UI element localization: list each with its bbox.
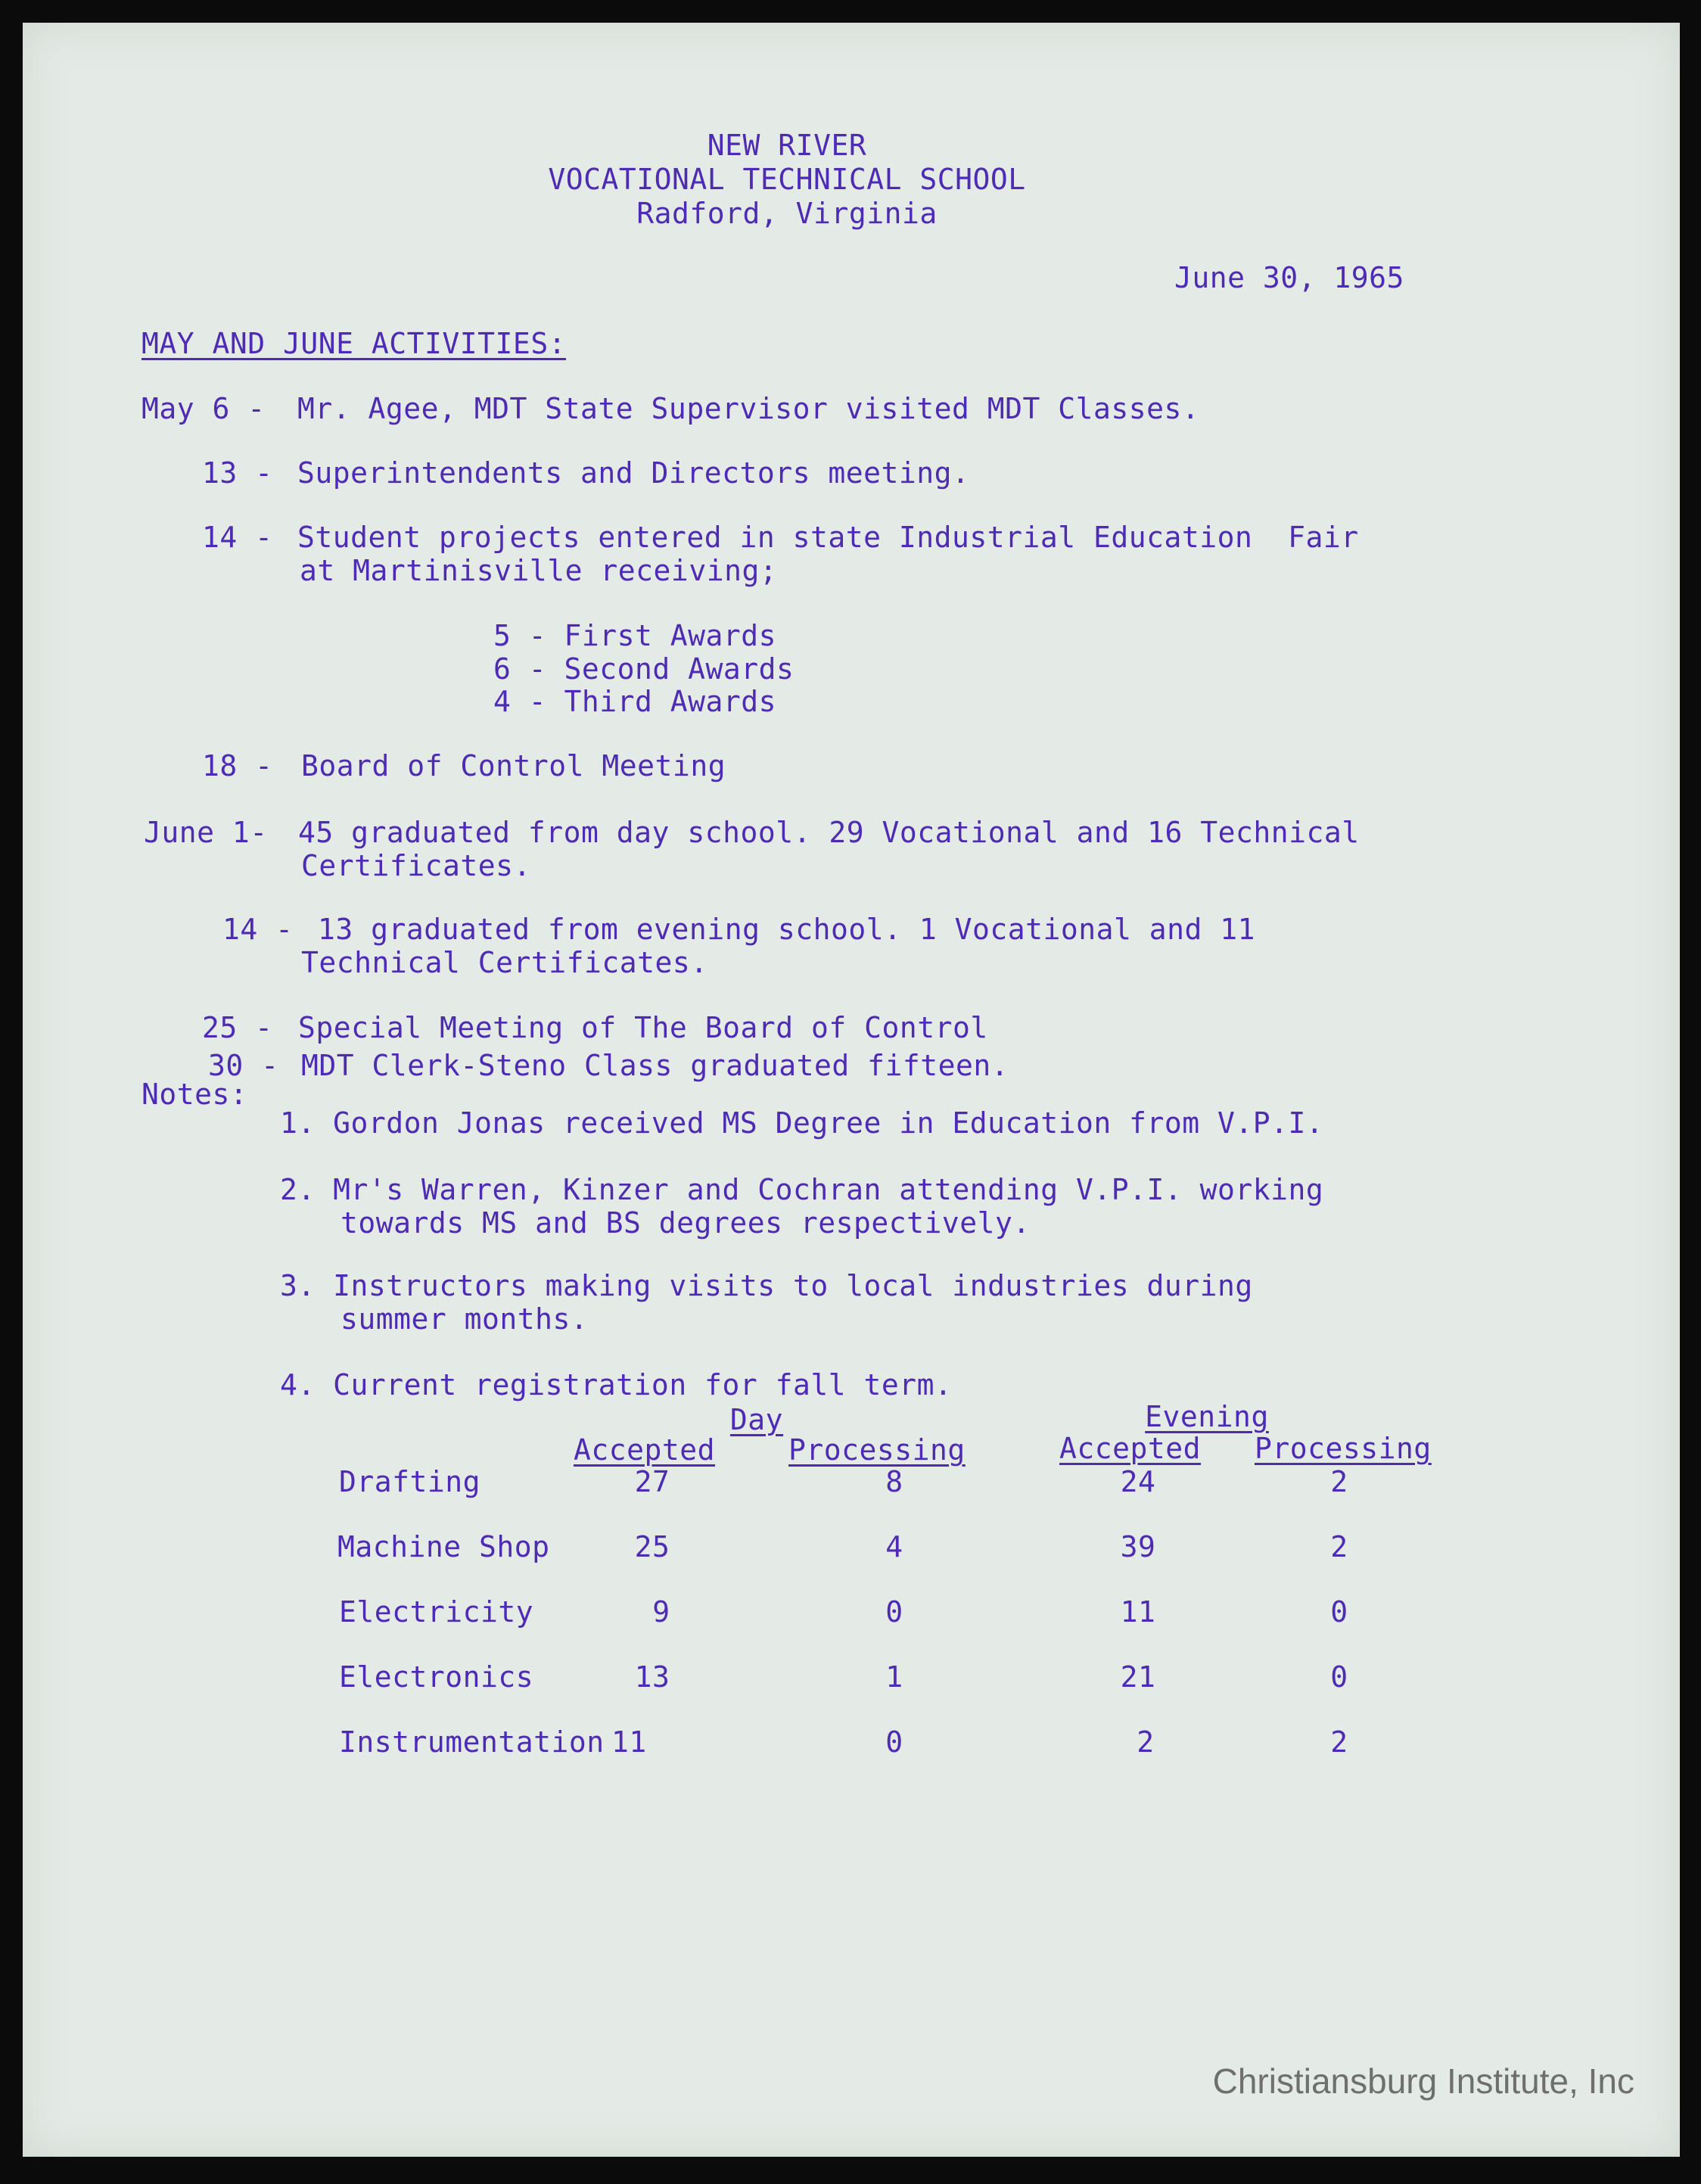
table-cell-day-accepted: 27: [634, 1465, 670, 1498]
table-cell-eve-accepted: 11: [1120, 1595, 1156, 1629]
table-cell-day-processing: 4: [885, 1530, 903, 1563]
table-row-label: Electronics: [339, 1660, 534, 1694]
activity-june30-text: MDT Clerk-Steno Class graduated fifteen.: [301, 1049, 1009, 1082]
table-cell-eve-accepted: 39: [1120, 1530, 1156, 1563]
note-3-line-2: summer months.: [341, 1302, 589, 1336]
activity-may13-text: Superintendents and Directors meeting.: [297, 456, 970, 490]
activity-june25-text: Special Meeting of The Board of Control: [298, 1011, 988, 1044]
table-cell-day-accepted: 25: [634, 1530, 670, 1563]
activity-may18-text: Board of Control Meeting: [301, 749, 726, 782]
activity-june14-label: 14 -: [222, 913, 294, 946]
table-cell-eve-accepted: 2: [1137, 1725, 1155, 1759]
group-header-evening: Evening: [1145, 1400, 1269, 1433]
col-header-eve-processing: Processing: [1255, 1432, 1432, 1465]
header-school-name: NEW RIVER: [707, 129, 867, 162]
col-header-eve-accepted: Accepted: [1059, 1432, 1202, 1465]
table-cell-day-accepted: 13: [634, 1660, 670, 1694]
table-row-label: Drafting: [339, 1465, 481, 1498]
table-cell-day-processing: 8: [885, 1465, 903, 1498]
activity-may18-label: 18 -: [202, 749, 273, 782]
table-cell-eve-processing: 2: [1330, 1530, 1348, 1563]
col-header-day-processing: Processing: [788, 1433, 966, 1467]
award-third: 4 - Third Awards: [493, 685, 777, 718]
activity-june25-label: 25 -: [202, 1011, 273, 1044]
activity-may14-label: 14 -: [202, 521, 273, 554]
header-location: Radford, Virginia: [636, 197, 938, 230]
note-4: 4. Current registration for fall term.: [280, 1368, 953, 1402]
section-title: MAY AND JUNE ACTIVITIES:: [141, 327, 567, 360]
note-2-line-2: towards MS and BS degrees respectively.: [341, 1206, 1031, 1240]
activity-may6-text: Mr. Agee, MDT State Supervisor visited MDT Classes.: [297, 392, 1200, 425]
note-3-line-1: 3. Instructors making visits to local industries during: [280, 1269, 1253, 1302]
table-cell-day-accepted: 11: [611, 1725, 647, 1759]
watermark-credit: Christiansburg Institute, Inc: [1212, 2061, 1634, 2101]
activity-may13-label: 13 -: [202, 456, 273, 490]
col-header-day-accepted: Accepted: [574, 1433, 716, 1467]
table-row-label: Machine Shop: [337, 1530, 550, 1563]
table-cell-day-processing: 0: [885, 1725, 903, 1759]
table-cell-eve-processing: 0: [1330, 1660, 1348, 1694]
activity-june1-label: June 1-: [144, 816, 268, 849]
activity-june14-text-1: 13 graduated from evening school. 1 Vocational and 11: [318, 913, 1256, 946]
activity-june1-text-2: Certificates.: [301, 849, 531, 882]
note-2-line-1: 2. Mr's Warren, Kinzer and Cochran attending V.P.I. working: [280, 1173, 1324, 1206]
header-school-type: VOCATIONAL TECHNICAL SCHOOL: [548, 163, 1026, 196]
table-cell-eve-accepted: 24: [1120, 1465, 1156, 1498]
activity-june1-text-1: 45 graduated from day school. 29 Vocational and 16 Technical: [298, 816, 1360, 849]
table-cell-eve-processing: 0: [1330, 1595, 1348, 1629]
group-header-day: Day: [729, 1403, 784, 1436]
activity-may14-text-1: Student projects entered in state Industrial Education Fair: [297, 521, 1359, 554]
table-cell-day-processing: 1: [885, 1660, 903, 1694]
activity-may6-label: May 6 -: [141, 392, 266, 425]
notes-label: Notes:: [141, 1078, 248, 1111]
activity-may14-text-2: at Martinisville receiving;: [300, 554, 778, 587]
table-cell-eve-processing: 2: [1330, 1465, 1348, 1498]
award-second: 6 - Second Awards: [493, 652, 795, 686]
table-row-label: Electricity: [339, 1595, 534, 1629]
activity-june30-label: 30 -: [208, 1049, 279, 1082]
note-1: 1. Gordon Jonas received MS Degree in Education from V.P.I.: [280, 1106, 1324, 1140]
table-cell-eve-accepted: 21: [1120, 1660, 1156, 1694]
table-row-label: Instrumentation: [339, 1725, 605, 1759]
table-cell-day-accepted: 9: [652, 1595, 670, 1629]
document-date: June 30, 1965: [1174, 261, 1404, 294]
activity-june14-text-2: Technical Certificates.: [301, 946, 708, 979]
award-first: 5 - First Awards: [493, 619, 777, 652]
table-cell-day-processing: 0: [885, 1595, 903, 1629]
table-cell-eve-processing: 2: [1330, 1725, 1348, 1759]
